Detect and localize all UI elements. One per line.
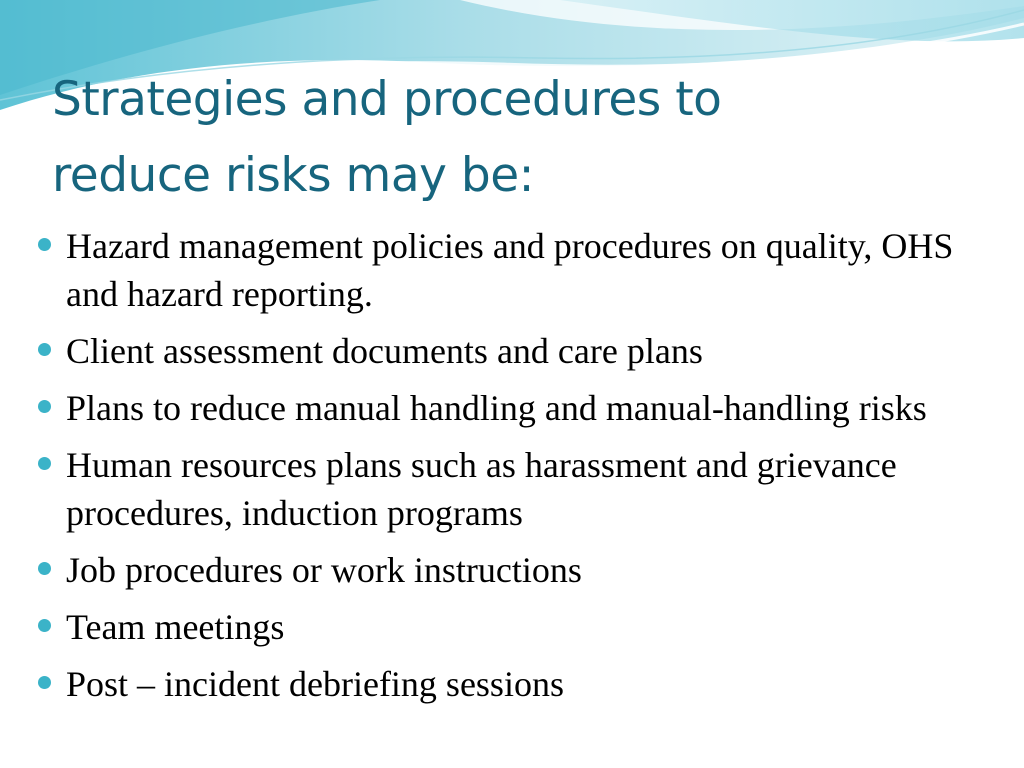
bullet-dot-icon	[38, 562, 51, 575]
title-line-1: Strategies and procedures to	[52, 72, 722, 127]
bullet-item-human-resources	[30, 441, 990, 537]
bullet-text: Post – incident debriefing sessions	[66, 664, 564, 704]
bullet-text: Team meetings	[66, 607, 285, 647]
bullet-text: Hazard management policies and procedures on quality, OHS and hazard reporting.	[66, 226, 954, 314]
bullet-text: Client assessment documents and care plans	[66, 331, 703, 371]
bullet-dot-icon	[38, 238, 51, 251]
bullet-item-hazard-management	[30, 222, 990, 318]
bullet-item-debriefing	[30, 660, 990, 708]
bullet-item-job-procedures	[30, 546, 990, 594]
title-line-2: reduce risks may be:	[52, 148, 534, 203]
bullet-dot-icon	[38, 619, 51, 632]
bullet-dot-icon	[38, 343, 51, 356]
bullet-text: Job procedures or work instructions	[66, 550, 582, 590]
bullet-text: Human resources plans such as harassment and grievance procedures, induction programs	[66, 445, 897, 533]
bullet-dot-icon	[38, 457, 51, 470]
slide-title	[52, 62, 952, 214]
bullet-list	[30, 222, 990, 717]
bullet-item-manual-handling	[30, 384, 990, 432]
bullet-item-team-meetings	[30, 603, 990, 651]
bullet-item-client-assessment	[30, 327, 990, 375]
bullet-dot-icon	[38, 676, 51, 689]
bullet-text: Plans to reduce manual handling and manual-handling risks	[66, 388, 927, 428]
bullet-dot-icon	[38, 400, 51, 413]
